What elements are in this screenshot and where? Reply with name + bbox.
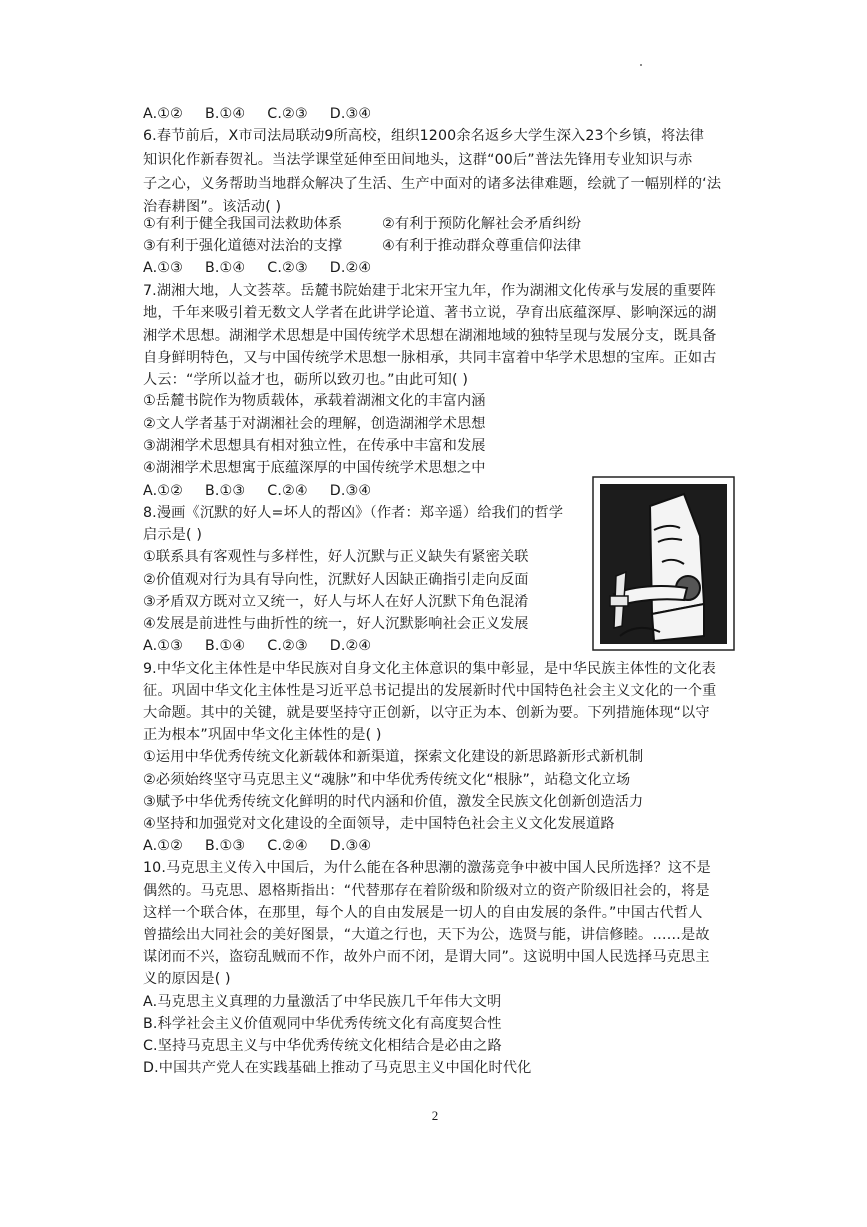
q9-item-4: ④坚持和加强党对文化建设的全面领导，走中国特色社会主义文化发展道路 [143,816,615,832]
q7-item-1: ①岳麓书院作为物质载体，承载着湖湘文化的丰富内涵 [143,393,486,409]
q6-items-row [143,213,581,235]
scan-dot [640,64,642,66]
q9-item-1: ①运用中华优秀传统文化新载体和新渠道，探索文化建设的新思路新形式新机制 [143,749,644,765]
q9-stem-line: 正为根本”巩固中华文化主体性的是( ) [143,727,382,743]
q6-option-d: D.②④ [329,260,372,276]
q8-item-3: ③矛盾双方既对立又统一，好人与坏人在好人沉默下角色混淆 [143,594,529,610]
q10-stem-line: 义的原因是( ) [143,971,231,987]
q7-stem-line: 自身鲜明特色，又与中国传统学术思想一脉相承，共同丰富着中华学术思想的宝库。正如古 [143,350,717,366]
q7-item-4: ④湖湘学术思想寓于底蕴深厚的中国传统学术思想之中 [143,460,486,476]
q5-option-d: D.③④ [329,106,372,122]
q10-choice-a: A.马克思主义真理的力量激活了中华民族几千年伟大文明 [143,994,502,1010]
q6-options [143,257,371,279]
q8-option-c: C.②③ [267,638,308,654]
q7-item-3: ③湖湘学术思想具有相对独立性，在传承中丰富和发展 [143,438,486,454]
q7-stem-line: 7.湖湘大地，人文荟萃。岳麓书院始建于北宋开宝九年，作为湖湘文化传承与发展的重要阵 [143,283,717,299]
q8-item-4: ④发展是前进性与曲折性的统一，好人沉默影响社会正义发展 [143,616,529,632]
q7-options [143,480,371,502]
page-number: 2 [431,1108,439,1123]
q9-stem-line: 征。巩固中华文化主体性是习近平总书记提出的发展新时代中国特色社会主义文化的一个重 [143,683,717,699]
q6-stem-line: 治春耕图”。该活动( ) [143,199,282,215]
q9-stem-line: 9.中华文化主体性是中华民族对自身文化主体意识的集中彰显，是中华民族主体性的文化表 [143,661,717,677]
q6-option-c: C.②③ [267,260,308,276]
q10-choice-b: B.科学社会主义价值观同中华优秀传统文化有高度契合性 [143,1016,502,1032]
q6-item-1: ①有利于健全我国司法救助体系 [143,216,343,232]
q9-item-2: ②必须始终坚守马克思主义“魂脉”和中华优秀传统文化“根脉”，站稳文化立场 [143,772,631,788]
q8-option-b: B.①④ [205,638,246,654]
q6-item-4: ④有利于推动群众尊重信仰法律 [382,238,582,254]
q10-choice-d: D.中国共产党人在实践基础上推动了马克思主义中国化时代化 [143,1060,532,1076]
q5-option-c: C.②③ [267,106,308,122]
q8-item-2: ②价值观对行为具有导向性，沉默好人因缺正确指引走向反面 [143,572,529,588]
q8-option-a: A.①③ [143,638,184,654]
q8-stem-line: 8.漫画《沉默的好人=坏人的帮凶》（作者：郑辛遥）给我们的哲学 [143,505,564,521]
q7-option-a: A.①② [143,483,184,499]
q8-options [143,635,371,657]
q9-stem-line: 大命题。其中的关键，就是要坚持守正创新，以守正为本、创新为要。下列措施体现“以守 [143,705,710,721]
q7-item-2: ②文人学者基于对湖湘社会的理解，创造湖湘学术思想 [143,416,486,432]
q6-stem-line: 知识化作新春贺礼。当法学课堂延伸至田间地头，这群“00后”普法先锋用专业知识与赤 [143,152,693,168]
q6-stem-line: 6.春节前后，X市司法局联动9所高校，组织1200余名返乡大学生深入23个乡镇，将法律 [143,128,705,144]
q9-option-c: C.②④ [267,838,308,854]
q10-stem-line: 偶然的。马克思、恩格斯指出：“代替那存在着阶级和阶级对立的资产阶级旧社会的，将是 [143,883,710,899]
q7-stem-line: 人云：“学所以益才也，砺所以致刃也。”由此可知( ) [143,372,469,388]
q9-option-d: D.③④ [329,838,372,854]
q10-stem-line: 这样一个联合体，在那里，每个人的自由发展是一切人的自由发展的条件。”中国古代哲人 [143,905,703,921]
q5-option-a: A.①② [143,106,184,122]
cartoon-illustration [592,476,735,651]
q7-option-b: B.①③ [205,483,246,499]
q10-choice-c: C.坚持马克思主义与中华优秀传统文化相结合是必由之路 [143,1038,502,1054]
q7-option-d: D.③④ [329,483,372,499]
q10-stem-line: 曾描绘出大同社会的美好图景，“大道之行也，天下为公，选贤与能，讲信修睦。……是故 [143,927,710,943]
q10-stem-line: 10.马克思主义传入中国后，为什么能在各种思潮的激荡竞争中被中国人民所选择？这不是 [143,860,711,876]
q5-option-b: B.①④ [205,106,246,122]
q7-stem-line: 湘学术思想。湖湘学术思想是中国传统学术思想在湖湘地域的独特呈现与发展分支，既具备 [143,328,717,344]
q8-option-d: D.②④ [329,638,372,654]
q8-item-1: ①联系具有客观性与多样性，好人沉默与正义缺失有紧密关联 [143,549,529,565]
q9-option-b: B.①③ [205,838,246,854]
q10-stem-line: 谋闭而不兴，盗窃乱贼而不作，故外户而不闭，是谓大同”。这说明中国人民选择马克思主 [143,949,710,965]
q6-option-a: A.①③ [143,260,184,276]
q9-item-3: ③赋予中华优秀传统文化鲜明的时代内涵和价值，激发全民族文化创新创造活力 [143,794,644,810]
q9-options [143,835,371,857]
q6-items-row [143,235,581,257]
q6-stem-line: 子之心，义务帮助当地群众解决了生活、生产中面对的诸多法律难题，绘就了一幅别样的‘法 [143,176,722,192]
q6-item-3: ③有利于强化道德对法治的支撑 [143,238,343,254]
q7-stem-line: 地，千年来吸引着无数文人学者在此讲学论道、著书立说，孕育出底蕴深厚、影响深远的湖 [143,305,717,321]
q7-option-c: C.②④ [267,483,308,499]
q8-stem-line: 启示是( ) [143,527,203,543]
q6-item-2: ②有利于预防化解社会矛盾纠纷 [382,216,582,232]
q9-option-a: A.①② [143,838,184,854]
q6-option-b: B.①④ [205,260,246,276]
q5-options [143,103,371,125]
